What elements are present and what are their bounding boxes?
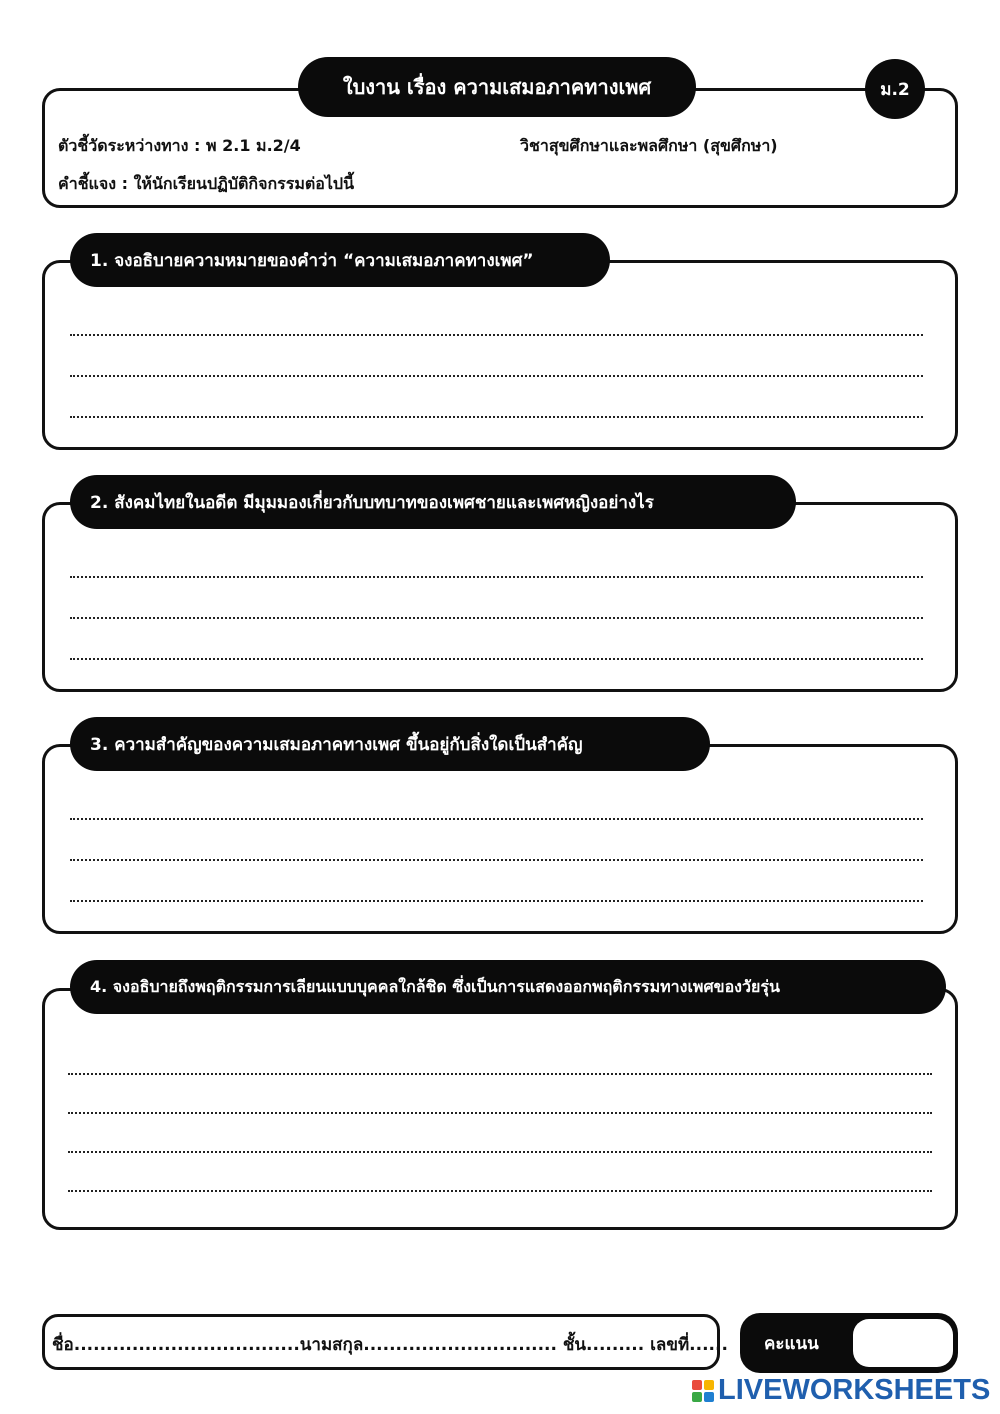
answer-2-line-1[interactable] [70,576,923,578]
answer-1-line-1[interactable] [70,334,923,336]
grade-badge: ม.2 [865,59,925,119]
question-3-label: 3. ความสำคัญของความเสมอภาคทางเพศ ขึ้นอยู่กับสิ่งใดเป็นสำคัญ [70,717,710,771]
answer-1-line-2[interactable] [70,375,923,377]
question-1-box [42,260,958,450]
question-2-box [42,502,958,692]
instruction-text: คำชี้แจง : ให้นักเรียนปฏิบัติกิจกรรมต่อไปนี้ [58,174,355,193]
question-1-label: 1. จงอธิบายความหมายของคำว่า “ความเสมอภาคทางเพศ” [70,233,610,287]
question-3-box [42,744,958,934]
liveworksheets-logo [692,1374,990,1407]
question-4-box [42,988,958,1230]
question-4-label: 4. จงอธิบายถึงพฤติกรรมการเลียนแบบบุคคลใกล้ชิด ซึ่งเป็นการแสดงออกพฤติกรรมทางเพศของวัยรุ่น [70,960,946,1014]
answer-1-line-3[interactable] [70,416,923,418]
worksheet-title: ใบงาน เรื่อง ความเสมอภาคทางเพศ [298,57,696,117]
answer-3-line-2[interactable] [70,859,923,861]
answer-4-line-2[interactable] [68,1112,932,1114]
liveworksheets-logo-icon [692,1380,714,1402]
answer-4-line-1[interactable] [68,1073,932,1075]
answer-2-line-2[interactable] [70,617,923,619]
indicator-text: ตัวชี้วัดระหว่างทาง : พ 2.1 ม.2/4 [58,136,301,155]
subject-text: วิชาสุขศึกษาและพลศึกษา (สุขศึกษา) [520,136,778,155]
answer-3-line-1[interactable] [70,818,923,820]
question-2-label: 2. สังคมไทยในอดีต มีมุมมองเกี่ยวกับบทบาทของเพศชายและเพศหญิงอย่างไร [70,475,796,529]
score-label: คะแนน [764,1333,819,1354]
student-info-line[interactable]: ชื่อ...................................นามสกุล.............................. ชั้น......... เลขที่...... [52,1335,728,1355]
answer-2-line-3[interactable] [70,658,923,660]
answer-3-line-3[interactable] [70,900,923,902]
answer-4-line-4[interactable] [68,1190,932,1192]
liveworksheets-logo-text: LIVEWORKSHEETS [718,1374,991,1406]
answer-4-line-3[interactable] [68,1151,932,1153]
score-input[interactable] [853,1319,953,1367]
